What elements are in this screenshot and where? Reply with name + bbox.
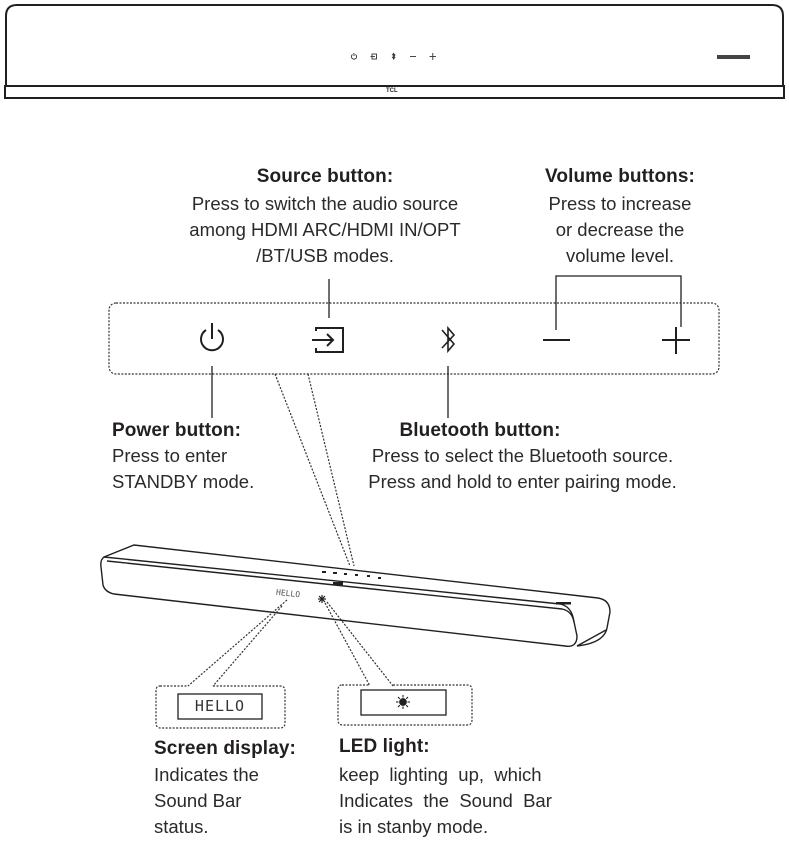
- source-desc-line: among HDMI ARC/HDMI IN/OPT: [189, 219, 461, 240]
- led-light-text-block: [339, 736, 552, 840]
- volume-desc-line: or decrease the: [555, 219, 685, 240]
- volume-buttons-callout: [520, 166, 720, 269]
- led-light-title: LED light:: [339, 736, 430, 757]
- soundbar-top-view: [5, 5, 784, 98]
- source-button-title: Source button:: [256, 166, 394, 187]
- bluetooth-desc-line: Press to select the Bluetooth source.: [371, 445, 674, 466]
- screen-display-text: HELLO: [194, 697, 246, 715]
- dolby-badge: [717, 55, 750, 59]
- top-view-button-icons: [351, 53, 436, 60]
- source-desc-line: /BT/USB modes.: [256, 245, 394, 266]
- bluetooth-icon: [442, 328, 454, 351]
- led-desc-line: keep lighting up, which: [339, 764, 542, 785]
- brand-label: TCL: [386, 88, 398, 94]
- screen-desc-line: status.: [154, 816, 209, 837]
- volume-desc-line: Press to increase: [548, 193, 692, 214]
- screen-desc-line: Indicates the: [154, 764, 259, 785]
- volume-buttons-title: Volume buttons:: [545, 166, 695, 187]
- screen-display-title: Screen display:: [154, 738, 296, 759]
- panel-icons: [201, 323, 690, 354]
- power-button-title: Power button:: [112, 420, 242, 441]
- led-desc-line: is in stanby mode.: [339, 816, 489, 837]
- volume-desc-line: volume level.: [566, 245, 674, 266]
- power-button-callout: [112, 420, 254, 495]
- bluetooth-button-callout: [345, 420, 700, 495]
- bluetooth-button-title: Bluetooth button:: [399, 420, 561, 441]
- screen-desc-line: Sound Bar: [154, 790, 242, 811]
- soundbar-perspective: [101, 545, 610, 646]
- source-desc-line: Press to switch the audio source: [191, 193, 459, 214]
- led-star-icon: [318, 595, 326, 603]
- power-desc-line: Press to enter: [112, 445, 228, 466]
- screen-display-text-block: [154, 738, 296, 840]
- led-desc-line: Indicates the Sound Bar: [339, 790, 552, 811]
- sun-icon: [396, 695, 410, 709]
- source-button-callout: [160, 166, 490, 269]
- power-desc-line: STANDBY mode.: [112, 471, 255, 492]
- soundbar-display-text: HELLO: [275, 587, 301, 600]
- bluetooth-desc-line: Press and hold to enter pairing mode.: [368, 471, 677, 492]
